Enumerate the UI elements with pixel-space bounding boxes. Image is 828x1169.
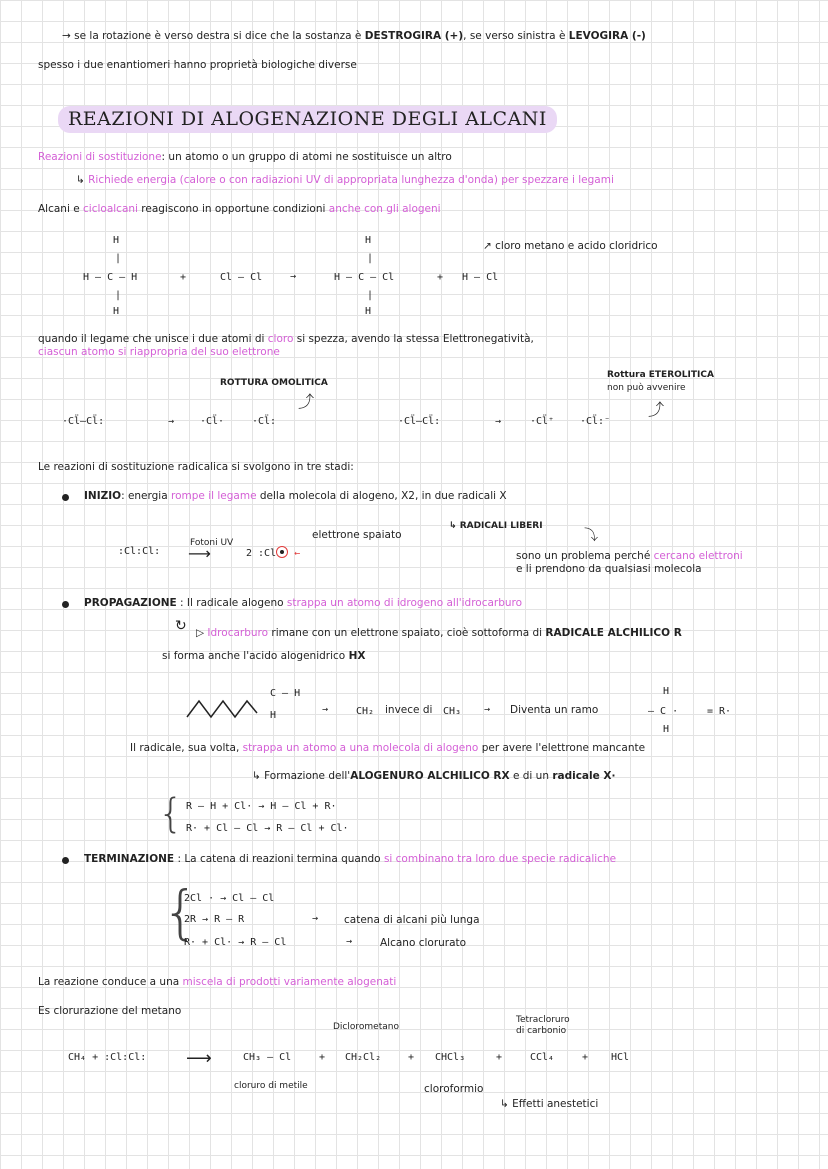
circled-electron-icon: [276, 546, 288, 558]
prop-eq-2: R· + Cl — Cl → R — Cl + Cl·: [186, 823, 349, 834]
ramo-ch: C — H: [270, 688, 301, 699]
ramo-ch2: CH₂: [356, 706, 375, 717]
eterolitica-cl2: ·Cl̈—Cl̈:: [398, 416, 441, 427]
diclorometano-label: Diclorometano: [333, 1022, 399, 1032]
propagazione-line: PROPAGAZIONE : Il radicale alogeno strappa un atomo di idrogeno all'idrocarburo: [84, 597, 523, 609]
bullet-icon: [62, 601, 69, 608]
eq1-h-bot: H: [113, 306, 120, 317]
brace-icon: {: [162, 878, 199, 946]
final-chcl3: CHCl₃: [435, 1052, 466, 1063]
miscela-line: La reazione conduce a una miscela di prodotti variamente alogenati: [38, 976, 397, 988]
problema-line-1: sono un problema perché cercano elettroni: [516, 550, 743, 562]
final-plus-2: +: [408, 1052, 415, 1063]
omolitica-arrow: →: [168, 416, 175, 427]
eq1-h-top-r: H: [365, 235, 372, 246]
term-eq-2: 2R → R — R: [184, 914, 245, 925]
elettrone-spaiato: elettrone spaiato: [312, 529, 402, 541]
eterolitica-label: Rottura ETEROLITICA: [607, 370, 714, 380]
final-plus-1: +: [319, 1052, 326, 1063]
cloroformio-label: cloroformio: [424, 1083, 484, 1095]
omolitica-cl2: ·Cl̈—Cl̈:: [62, 416, 105, 427]
eq1-plus: +: [180, 272, 187, 283]
radicale-line: Il radicale, sua volta, strappa un atomo a una molecola di alogeno per avere l'elettrone mancante: [130, 742, 646, 754]
term-note-2: Alcano clorurato: [380, 937, 467, 949]
eq1-bar-bot: |: [115, 290, 122, 301]
curved-arrow-icon: ↳: [500, 1098, 513, 1110]
final-plus-4: +: [582, 1052, 589, 1063]
eterolitica-anion: ·Cl̈:⁻: [580, 416, 611, 427]
eq1-chloromethane: H — C — Cl: [334, 272, 395, 283]
ramo-rad-h-bot: H: [663, 724, 670, 735]
page-title: REAZIONI DI ALOGENAZIONE DEGLI ALCANI: [58, 106, 557, 133]
omolitica-radical-2: ·Cl̈:: [252, 416, 277, 427]
final-ch2cl2: CH₂Cl₂: [345, 1052, 382, 1063]
ramo-invece: invece di: [385, 704, 433, 716]
zigzag-chain-icon: [185, 697, 267, 719]
cloruro-metile-label: cloruro di metile: [234, 1081, 308, 1091]
intro-line-1: → se la rotazione è verso destra si dice che la sostanza è DESTROGIRA (+), se verso sinistra è LEVOGIRA (-): [62, 30, 646, 42]
legame-line-2: ciascun atomo si riappropria del suo elettrone: [38, 346, 280, 358]
eq1-hcl: H — Cl: [462, 272, 499, 283]
eq1-methane: H — C — H: [83, 272, 138, 283]
final-ccl4: CCl₄: [530, 1052, 555, 1063]
tetracloruro-label-1: Tetracloruro: [516, 1015, 570, 1025]
curved-arrow-icon: ⤴: [298, 392, 315, 411]
term-eq-1: 2Cl · → Cl — Cl: [184, 893, 275, 904]
eterolitica-arrow: →: [495, 416, 502, 427]
terminazione-line: TERMINAZIONE : La catena di reazioni termina quando si combinano tra loro due specie radicaliche: [84, 853, 617, 865]
arrow-icon: ←: [288, 548, 301, 559]
hx-line: si forma anche l'acido alogenidrico HX: [162, 650, 366, 662]
omolitica-radical-1: ·Cl̈·: [200, 416, 225, 427]
final-hcl: HCl: [611, 1052, 630, 1063]
curved-arrow-icon: ⤵: [584, 528, 598, 544]
eq1-bar-top-r: |: [367, 253, 374, 264]
curved-arrow-icon: ↗: [483, 240, 496, 252]
ramo-rad-h-top: H: [663, 686, 670, 697]
eq1-h-top: H: [113, 235, 120, 246]
curved-arrow-icon: ↳: [76, 174, 89, 186]
final-reactants: CH₄ + :Cl:Cl:: [68, 1052, 147, 1063]
formazione-line: ↳ Formazione dell'ALOGENURO ALCHILICO RX e di un radicale X·: [252, 770, 616, 782]
alcani-note: Alcani e cicloalcani reagiscono in opportune condizioni anche con gli alogeni: [38, 203, 441, 215]
legame-line-1: quando il legame che unisce i due atomi di cloro si spezza, avendo la stessa Elettronegatività,: [38, 333, 534, 345]
sostituzione-def: Reazioni di sostituzione: un atomo o un gruppo di atomi ne sostituisce un altro: [38, 151, 452, 163]
inizio-cl2: :Cl:Cl:: [118, 546, 161, 557]
arrow-icon: ⟶: [188, 544, 211, 563]
bullet-icon: [62, 857, 69, 864]
arrow-icon: ▷: [196, 627, 208, 639]
eq1-bar-top: |: [115, 253, 122, 264]
problema-line-2: e li prendono da qualsiasi molecola: [516, 563, 702, 575]
stadi-intro: Le reazioni di sostituzione radicalica si svolgono in tre stadi:: [38, 461, 354, 473]
eterolitica-label-2: non può avvenire: [607, 383, 686, 393]
ramo-rad-c: — C ·: [648, 706, 679, 717]
brace-icon: {: [158, 791, 184, 837]
final-ch3cl: CH₃ — Cl: [243, 1052, 292, 1063]
omolitica-label: ROTTURA OMOLITICA: [220, 378, 328, 388]
ramo-eq-r: = R·: [707, 706, 732, 717]
esempio-label: Es clorurazione del metano: [38, 1005, 182, 1017]
ramo-h: H: [270, 710, 277, 721]
effetti-label: ↳ Effetti anestetici: [500, 1098, 599, 1110]
eq1-bar-bot-r: |: [367, 290, 374, 301]
ramo-diventa: Diventa un ramo: [510, 704, 599, 716]
eq1-plus-2: +: [437, 272, 444, 283]
prop-eq-1: R — H + Cl· → H — Cl + R·: [186, 801, 337, 812]
term-note-1: catena di alcani più lunga: [344, 914, 480, 926]
ramo-arrow-1: →: [322, 704, 329, 715]
term-arrow-2: →: [346, 936, 353, 947]
eterolitica-cation: ·Cl̈⁺: [530, 416, 555, 427]
term-arrow-1: →: [312, 913, 319, 924]
intro-line-2: spesso i due enantiomeri hanno proprietà biologiche diverse: [38, 59, 357, 71]
fotoni-label: Fotoni UV: [190, 538, 234, 548]
idrocarburo-line: ▷ Idrocarburo rimane con un elettrone spaiato, cioè sottoforma di RADICALE ALCHILICO R: [196, 627, 682, 639]
bullet-icon: [62, 494, 69, 501]
eq1-arrow: →: [290, 271, 297, 282]
final-arrow: ⟶: [186, 1048, 212, 1069]
curved-arrow-icon: ↳: [449, 521, 460, 531]
curved-arrow-icon: ↻: [175, 618, 187, 634]
final-plus-3: +: [496, 1052, 503, 1063]
eq1-note: ↗ cloro metano e acido cloridrico: [483, 240, 658, 252]
ramo-arrow-2: →: [484, 704, 491, 715]
term-eq-3: R· + Cl· → R — Cl: [184, 937, 287, 948]
eq1-h-bot-r: H: [365, 306, 372, 317]
curved-arrow-icon: ⤴: [648, 400, 665, 419]
radicali-liberi: ↳ RADICALI LIBERI: [449, 521, 543, 531]
eq1-cl2: Cl — Cl: [220, 272, 263, 283]
inizio-line: INIZIO: energia rompe il legame della molecola di alogeno, X2, in due radicali X: [84, 490, 507, 502]
energia-note: ↳ Richiede energia (calore o con radiazioni UV di appropriata lunghezza d'onda) per spezzare i legami: [76, 174, 614, 186]
curved-arrow-icon: ↳: [252, 770, 265, 782]
tetracloruro-label-2: di carbonio: [516, 1026, 567, 1036]
ramo-ch3: CH₃: [443, 706, 462, 717]
inizio-2cl: 2 :Cl ←: [246, 548, 301, 559]
